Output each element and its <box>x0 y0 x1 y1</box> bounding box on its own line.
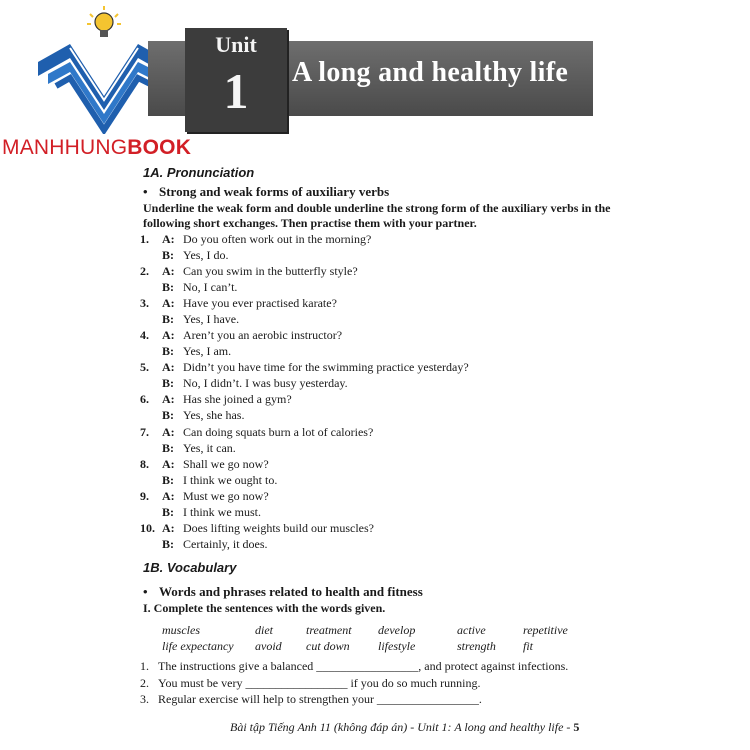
speaker-b: B: <box>162 312 174 326</box>
exchange-number: 10. <box>140 521 155 535</box>
exchange-line: Yes, I am. <box>183 344 232 358</box>
exchange-line: Certainly, it does. <box>183 537 268 551</box>
word-bank-item: diet <box>255 623 273 637</box>
footer-text: Bài tập Tiếng Anh 11 (không đáp án) - Unit 1: A long and healthy life - <box>230 720 574 734</box>
speaker-a: A: <box>162 521 175 535</box>
exchange-line: Shall we go now? <box>183 457 269 471</box>
exchange-line: Do you often work out in the morning? <box>183 232 372 246</box>
sentence-number: 2. <box>140 676 149 690</box>
speaker-a: A: <box>162 264 175 278</box>
word-bank-item: fit <box>523 639 534 653</box>
speaker-a: A: <box>162 457 175 471</box>
lightbulb-icon <box>87 6 121 37</box>
word-bank-item: lifestyle <box>378 639 416 653</box>
word-bank-item: strength <box>457 639 496 653</box>
exchange-line: Has she joined a gym? <box>183 392 292 406</box>
speaker-b: B: <box>162 537 174 551</box>
unit-word: Unit <box>215 32 257 57</box>
unit-title: A long and healthy life <box>292 57 569 88</box>
unit-number: 1 <box>223 63 249 119</box>
exchange-number: 6. <box>140 392 149 406</box>
brand-wordmark <box>2 136 191 160</box>
sentence-number: 1. <box>140 659 149 673</box>
speaker-a: A: <box>162 425 175 439</box>
word-bank-item: avoid <box>255 639 282 653</box>
speaker-a: A: <box>162 360 175 374</box>
exchange-line: No, I didn’t. I was busy yesterday. <box>183 376 348 390</box>
section-b-instruction: I. Complete the sentences with the words given. <box>143 601 386 615</box>
speaker-b: B: <box>162 248 174 262</box>
exchange-number: 7. <box>140 425 149 439</box>
exchange-line: Yes, she has. <box>183 408 245 422</box>
word-bank-item: repetitive <box>523 623 568 637</box>
exchange-line: Yes, it can. <box>183 441 236 455</box>
sentence-number: 3. <box>140 692 149 706</box>
exchange-line: I think we ought to. <box>183 473 278 487</box>
exchange-line: Does lifting weights build our muscles? <box>183 521 374 535</box>
word-bank-item: active <box>457 623 486 637</box>
exchange-number: 2. <box>140 264 149 278</box>
sentence-text: You must be very _________________ if you do so much running. <box>158 676 481 690</box>
speaker-a: A: <box>162 392 175 406</box>
speaker-b: B: <box>162 473 174 487</box>
section-a-instruction: Underline the weak form and double underline the strong form of the auxiliary verbs in the following short exchanges. Then practise them with your partner. <box>143 201 611 230</box>
word-bank-item: cut down <box>306 639 350 653</box>
exchange-line: Must we go now? <box>183 489 269 503</box>
exchange-line: No, I can’t. <box>183 280 238 294</box>
word-bank-item: muscles <box>162 623 200 637</box>
sentence-text: Regular exercise will help to strengthen your _________________. <box>158 692 482 706</box>
word-bank-item: life expectancy <box>162 639 234 653</box>
section-b-title: 1B. Vocabulary <box>143 560 237 575</box>
section-a-subtitle-text: Strong and weak forms of auxiliary verbs <box>159 184 390 199</box>
word-bank-item: develop <box>378 623 416 637</box>
exchange-line: Didn’t you have time for the swimming practice yesterday? <box>183 360 469 374</box>
section-b-subtitle: • Words and phrases related to health and fitness <box>143 584 423 599</box>
section-b-subtitle-text: Words and phrases related to health and fitness <box>159 584 423 599</box>
exchange-line: Can doing squats burn a lot of calories? <box>183 425 374 439</box>
speaker-b: B: <box>162 280 174 294</box>
exchange-line: Yes, I have. <box>183 312 240 326</box>
speaker-b: B: <box>162 408 174 422</box>
word-bank-item: treatment <box>306 623 352 637</box>
speaker-a: A: <box>162 328 175 342</box>
brand-name-bold: BOOK <box>127 136 192 159</box>
exchange-number: 4. <box>140 328 149 342</box>
section-a-title: 1A. Pronunciation <box>143 165 255 180</box>
speaker-b: B: <box>162 505 174 519</box>
exchange-number: 8. <box>140 457 149 471</box>
exchange-number: 1. <box>140 232 149 246</box>
exchange-line: Can you swim in the butterfly style? <box>183 264 358 278</box>
speaker-b: B: <box>162 376 174 390</box>
exchange-line: I think we must. <box>183 505 261 519</box>
exchange-number: 5. <box>140 360 149 374</box>
unit-badge <box>185 28 287 132</box>
speaker-a: A: <box>162 232 175 246</box>
page-footer <box>230 720 579 735</box>
brand-name-regular: MANHHUNG <box>2 136 128 159</box>
exchange-line: Aren’t you an aerobic instructor? <box>183 328 343 342</box>
sentence-text: The instructions give a balanced _________________, and protect against infections. <box>158 659 569 673</box>
exchange-line: Yes, I do. <box>183 248 229 262</box>
exchange-number: 9. <box>140 489 149 503</box>
page-number: 5 <box>573 720 580 734</box>
exchange-line: Have you ever practised karate? <box>183 296 337 310</box>
exchange-number: 3. <box>140 296 149 310</box>
speaker-a: A: <box>162 489 175 503</box>
speaker-b: B: <box>162 344 174 358</box>
speaker-b: B: <box>162 441 174 455</box>
section-a-subtitle: • Strong and weak forms of auxiliary verbs <box>143 184 390 199</box>
speaker-a: A: <box>162 296 175 310</box>
